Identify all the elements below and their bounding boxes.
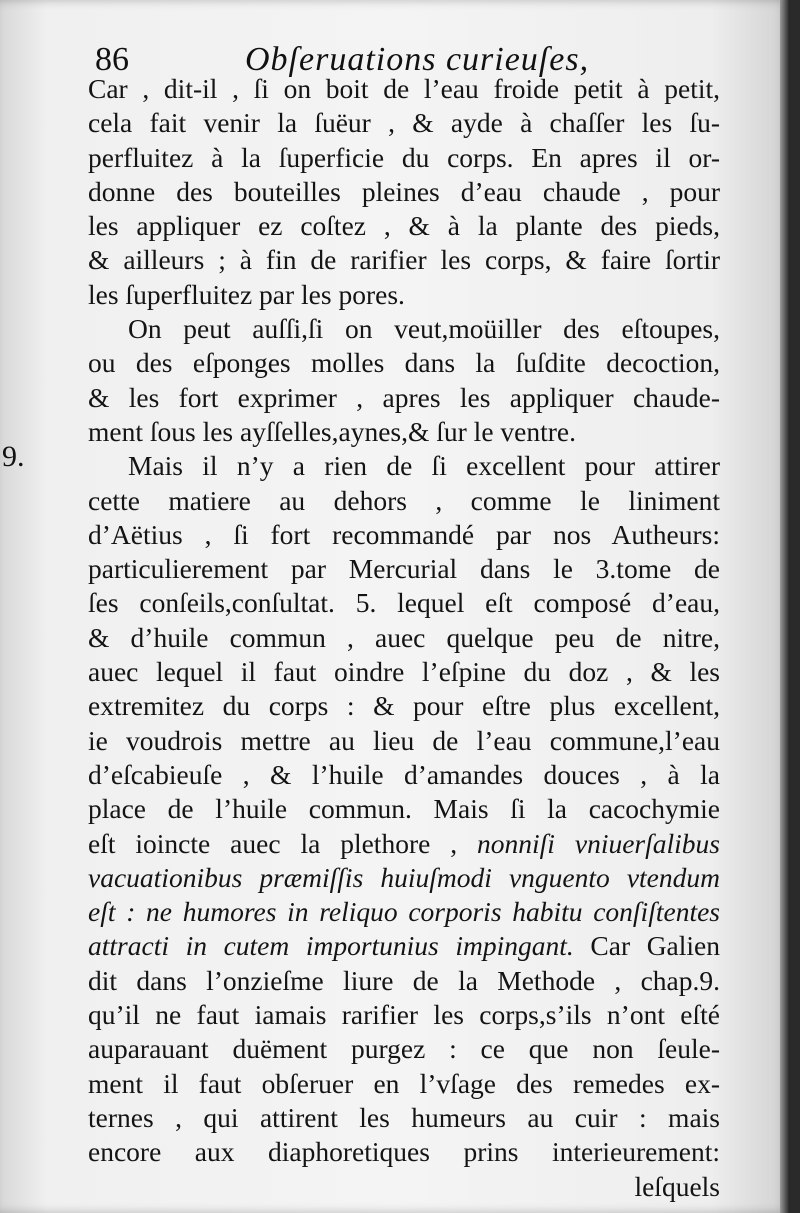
text-line: place de l’huile commun. Mais ſi la cacochymie <box>88 793 720 825</box>
text-line: qu’il ne faut iamais rarifier les corps,s’ils n’ont eſté <box>88 999 720 1031</box>
text-line: les appliquer ez coſtez , & à la plante des pieds, <box>88 210 720 242</box>
text-line <box>88 929 720 963</box>
text-line: les ſuperfluitez par les pores. <box>88 278 405 310</box>
text-line: encore aux diaphoretiques prins interieurement: <box>88 1136 720 1168</box>
text-line: & d’huile commun , auec quelque peu de nitre, <box>88 621 720 653</box>
text-line: perfluitez à la ſuperficie du corps. En apres il or- <box>88 141 720 173</box>
text-line: & ailleurs ; à fin de rarifier les corps, & faire ſortir <box>88 244 720 276</box>
text-line: ou des eſponges molles dans la ſuſdite decoction, <box>88 347 720 379</box>
text-line: ternes , qui attirent les humeurs au cuir : mais <box>88 1101 720 1133</box>
text-line: cette matiere au dehors , comme le liniment <box>88 484 720 516</box>
latin-fragment: attracti in cutem importunius impingant. <box>88 930 574 962</box>
text-line: On peut auſſi,ſi on veut,moüiller des eſtoupes, <box>128 313 720 345</box>
text-line: d’Aëtius , ſi fort recommandé par nos Autheurs: <box>88 518 720 550</box>
text-line: auec lequel il faut oindre l’eſpine du doz , & les <box>88 656 720 688</box>
text-line: Mais il n’y a rien de ſi excellent pour attirer <box>128 450 720 482</box>
text-line: ment ſous les ayſſelles,aynes,& ſur le ventre. <box>88 415 576 447</box>
page-edge <box>780 0 790 1213</box>
latin-line: eſt : ne humores in reliquo corporis habitu conſiſtentes <box>88 896 720 928</box>
margin-note-number: 9. <box>2 440 25 473</box>
text-line: & les fort exprimer , apres les appliquer chaude- <box>88 381 720 413</box>
text-line: ment il faut obſeruer en l’vſage des remedes ex- <box>88 1067 720 1099</box>
text-line <box>88 827 720 861</box>
body-text <box>88 72 720 1204</box>
text-line: ie voudrois mettre au lieu de l’eau commune,l’eau <box>88 724 720 756</box>
text-line: particulierement par Mercurial dans le 3.tome de <box>88 553 720 585</box>
text-line: extremitez du corps : & pour eſtre plus excellent, <box>88 690 720 722</box>
text-fragment: Car Galien <box>590 930 720 962</box>
text-line: ſes conſeils,conſultat. 5. lequel eſt composé d’eau, <box>88 587 720 619</box>
latin-line: vacuationibus præmiſſis huiuſmodi vnguento vtendum <box>88 861 720 893</box>
catchword: leſquels <box>634 1170 720 1202</box>
text-line: dit dans l’onzieſme liure de la Methode , chap.9. <box>88 964 720 996</box>
page-number: 86 <box>95 41 129 78</box>
text-line: auparauant duëment purgez : ce que non ſeule- <box>88 1033 720 1065</box>
text-line: d’eſcabieuſe , & l’huile d’amandes douces , à la <box>88 758 720 790</box>
text-line: donne des bouteilles pleines d’eau chaude , pour <box>88 175 720 207</box>
running-title: Obſeruations curieuſes, <box>245 41 590 78</box>
text-line: Car , dit-il , ſi on boit de l’eau froide petit à petit, <box>88 73 720 104</box>
latin-fragment: nonniſi vniuerſalibus <box>477 827 720 859</box>
text-line: cela fait venir la ſuëur , & ayde à chaſſer les ſu- <box>88 107 720 139</box>
text-fragment: eſt ioincte auec la plethore , <box>88 827 458 859</box>
